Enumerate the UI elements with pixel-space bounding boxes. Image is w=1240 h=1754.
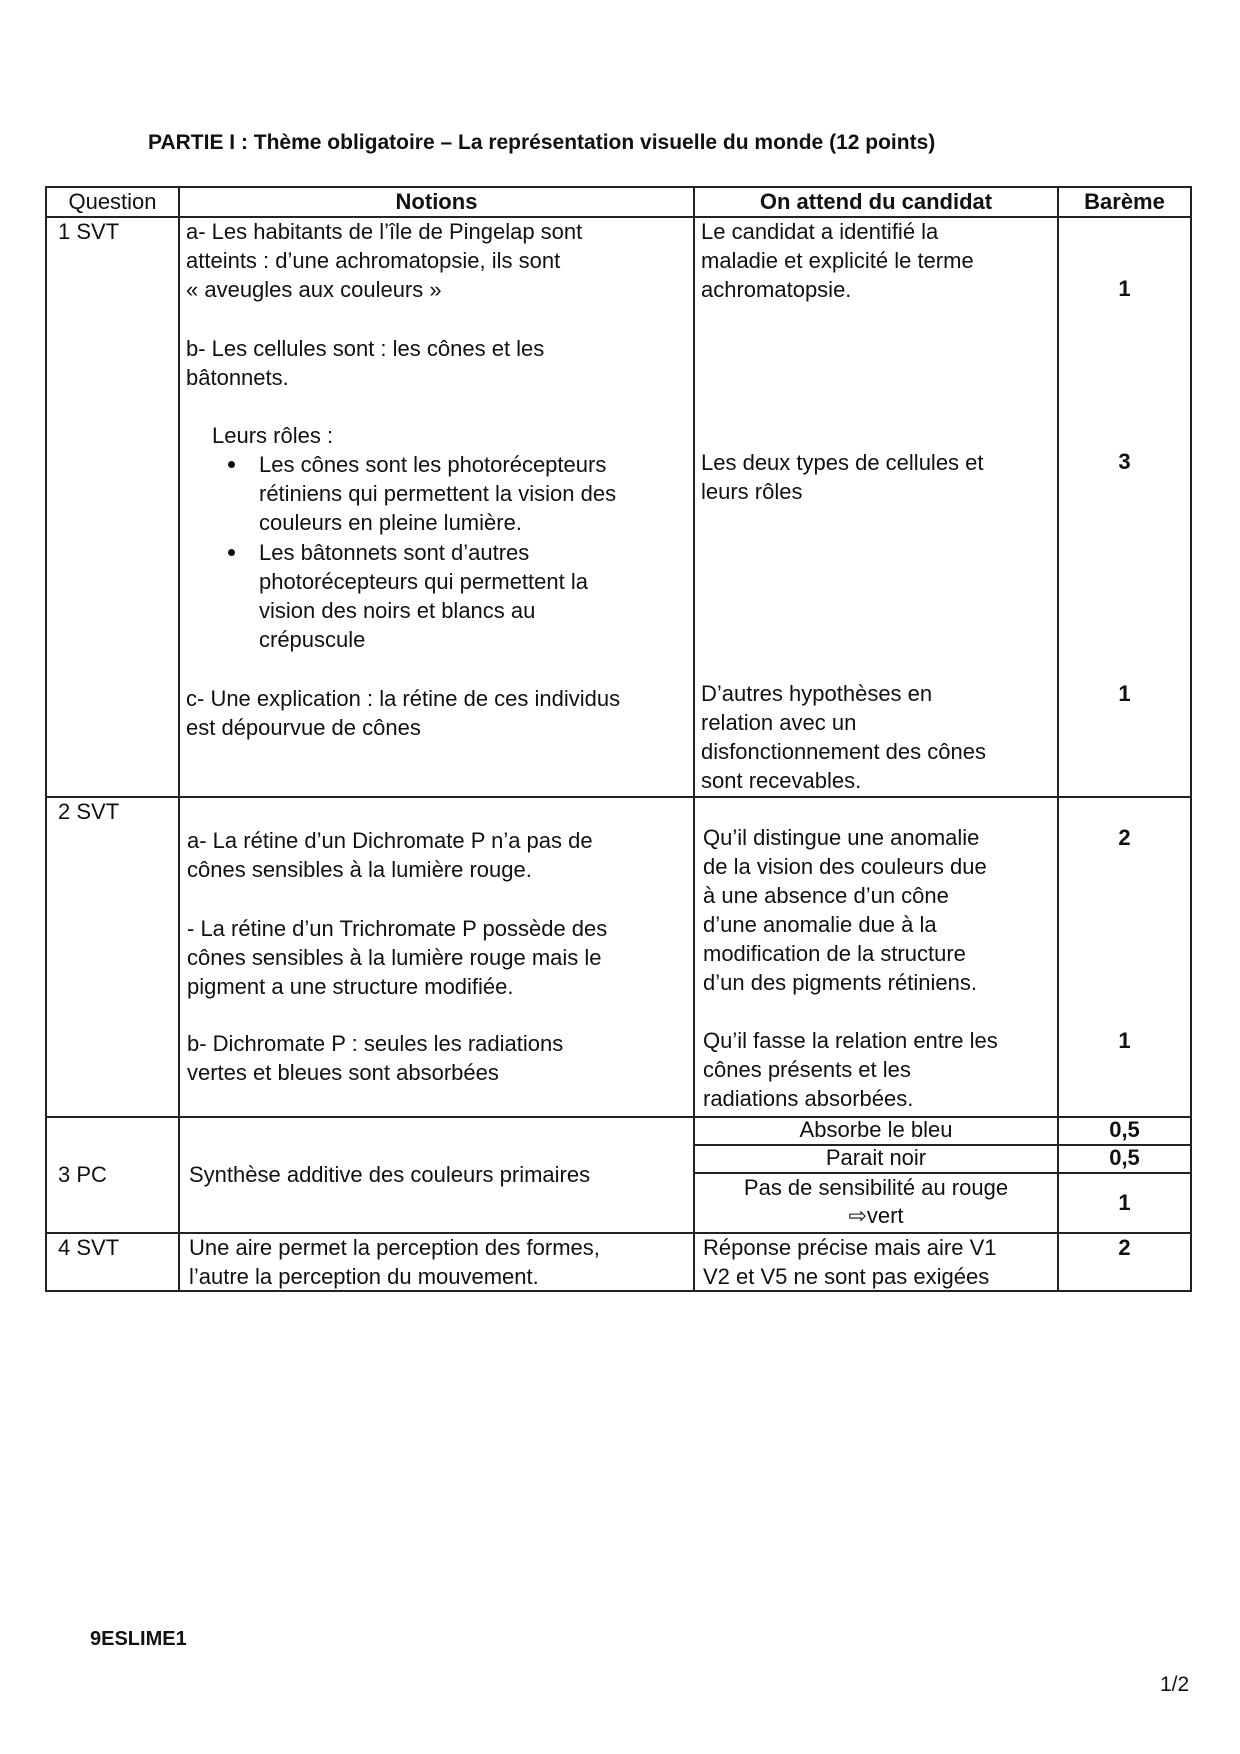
- text-line: Qu’il distingue une anomalie: [703, 825, 980, 850]
- notion-4: [189, 1233, 600, 1291]
- text-line: leurs rôles: [701, 479, 803, 504]
- bullet-item: [259, 450, 616, 537]
- document-code: 9ESLIME1: [90, 1628, 187, 1650]
- text-line: cônes sensibles à la lumière rouge.: [187, 857, 532, 882]
- text-line: radiations absorbées.: [703, 1086, 914, 1111]
- attend-3b: Parait noir: [825, 1145, 927, 1170]
- text-line: à une absence d’un cône: [703, 883, 949, 908]
- bullet-icon: [228, 461, 235, 468]
- question-cell: 1 SVT: [58, 219, 120, 244]
- text-line: Qu’il fasse la relation entre les: [703, 1028, 998, 1053]
- notion-1b: [186, 334, 544, 392]
- notion-3: Synthèse additive des couleurs primaires: [189, 1162, 591, 1187]
- bareme-value: 1: [1118, 276, 1131, 301]
- question-cell: 2 SVT: [58, 799, 120, 824]
- bareme-value: 0,5: [1109, 1145, 1140, 1170]
- text-line: rétiniens qui permettent la vision des: [259, 481, 617, 506]
- text-line: l’autre la perception du mouvement.: [189, 1264, 539, 1289]
- bareme-value: 1: [1118, 1190, 1131, 1215]
- text-line: D’autres hypothèses en: [701, 681, 933, 706]
- attend-2a: [703, 823, 987, 997]
- text-line: Pas de sensibilité au rouge: [743, 1175, 1009, 1200]
- bareme-value: 2: [1118, 1235, 1131, 1260]
- bareme-value: 3: [1118, 449, 1131, 474]
- notion-1a: [186, 217, 582, 304]
- text-line: « aveugles aux couleurs »: [186, 277, 442, 302]
- header-notions: Notions: [395, 189, 478, 214]
- text-line: sont recevables.: [701, 768, 862, 793]
- roles-label: Leurs rôles :: [212, 423, 334, 448]
- text-line: Les deux types de cellules et: [701, 450, 984, 475]
- text-line: est dépourvue de cônes: [186, 715, 421, 740]
- text-line: maladie et explicité le terme: [701, 248, 974, 273]
- header-question: Question: [68, 189, 157, 214]
- text-line: b- Les cellules sont : les cônes et les: [186, 336, 545, 361]
- text-line: Réponse précise mais aire V1: [703, 1235, 997, 1260]
- bareme-value: 1: [1118, 681, 1131, 706]
- question-cell: 3 PC: [58, 1162, 107, 1187]
- text-line: d’un des pigments rétiniens.: [703, 970, 977, 995]
- text-line: bâtonnets.: [186, 365, 289, 390]
- attend-2b: [703, 1026, 998, 1113]
- text-line: cônes présents et les: [703, 1057, 911, 1082]
- text-line: vision des noirs et blancs au: [259, 598, 536, 623]
- attend-1c: [701, 679, 986, 795]
- text-line: Les bâtonnets sont d’autres: [259, 540, 530, 565]
- notion-2b: [187, 1029, 563, 1087]
- attend-4: [703, 1233, 996, 1291]
- bareme-value: 2: [1118, 825, 1131, 850]
- text-line: V2 et V5 ne sont pas exigées: [703, 1264, 990, 1289]
- bullet-icon: [228, 549, 235, 556]
- text-line: Une aire permet la perception des formes,: [189, 1235, 600, 1260]
- table-border: [45, 186, 47, 1292]
- text-line: relation avec un: [701, 710, 857, 735]
- text-line: - La rétine d’un Trichromate P possède des: [187, 916, 608, 941]
- text-line: crépuscule: [259, 627, 366, 652]
- text-line: atteints : d’une achromatopsie, ils sont: [186, 248, 561, 273]
- text-line: modification de la structure: [703, 941, 966, 966]
- text-line: couleurs en pleine lumière.: [259, 510, 522, 535]
- text-line: photorécepteurs qui permettent la: [259, 569, 588, 594]
- notion-2a: [187, 826, 593, 884]
- table-border: [45, 796, 1192, 798]
- page-number: 1/2: [1160, 1673, 1190, 1696]
- text-line: Les cônes sont les photorécepteurs: [259, 452, 607, 477]
- page-title: PARTIE I : Thème obligatoire – La représentation visuelle du monde (12 points): [148, 131, 936, 154]
- bullet-item: [259, 538, 588, 654]
- question-cell: 4 SVT: [58, 1235, 120, 1260]
- text-line: pigment a une structure modifiée.: [187, 974, 514, 999]
- notion-1c: [186, 684, 620, 742]
- text-line: de la vision des couleurs due: [703, 854, 987, 879]
- attend-1a: [701, 217, 974, 304]
- text-line: b- Dichromate P : seules les radiations: [187, 1031, 564, 1056]
- text-line: ⇨vert: [848, 1203, 904, 1228]
- text-line: d’une anomalie due à la: [703, 912, 937, 937]
- bareme-value: 0,5: [1109, 1117, 1140, 1142]
- notion-2a-bis: [187, 914, 607, 1001]
- table-border: [178, 186, 180, 1292]
- text-line: achromatopsie.: [701, 277, 852, 302]
- attend-1b: [701, 448, 984, 506]
- text-line: Le candidat a identifié la: [701, 219, 939, 244]
- text-line: vertes et bleues sont absorbées: [187, 1060, 499, 1085]
- text-line: c- Une explication : la rétine de ces individus: [186, 686, 621, 711]
- text-line: a- La rétine d’un Dichromate P n’a pas de: [187, 828, 593, 853]
- text-line: cônes sensibles à la lumière rouge mais le: [187, 945, 602, 970]
- text-line: disfonctionnement des cônes: [701, 739, 986, 764]
- text-line: a- Les habitants de l’île de Pingelap sont: [186, 219, 583, 244]
- header-bareme: Barème: [1084, 189, 1165, 214]
- table-border: [1190, 186, 1192, 1292]
- attend-3a: Absorbe le bleu: [799, 1117, 953, 1142]
- attend-3c: [695, 1174, 1057, 1230]
- header-attend: On attend du candidat: [759, 189, 993, 214]
- bareme-value: 1: [1118, 1028, 1131, 1053]
